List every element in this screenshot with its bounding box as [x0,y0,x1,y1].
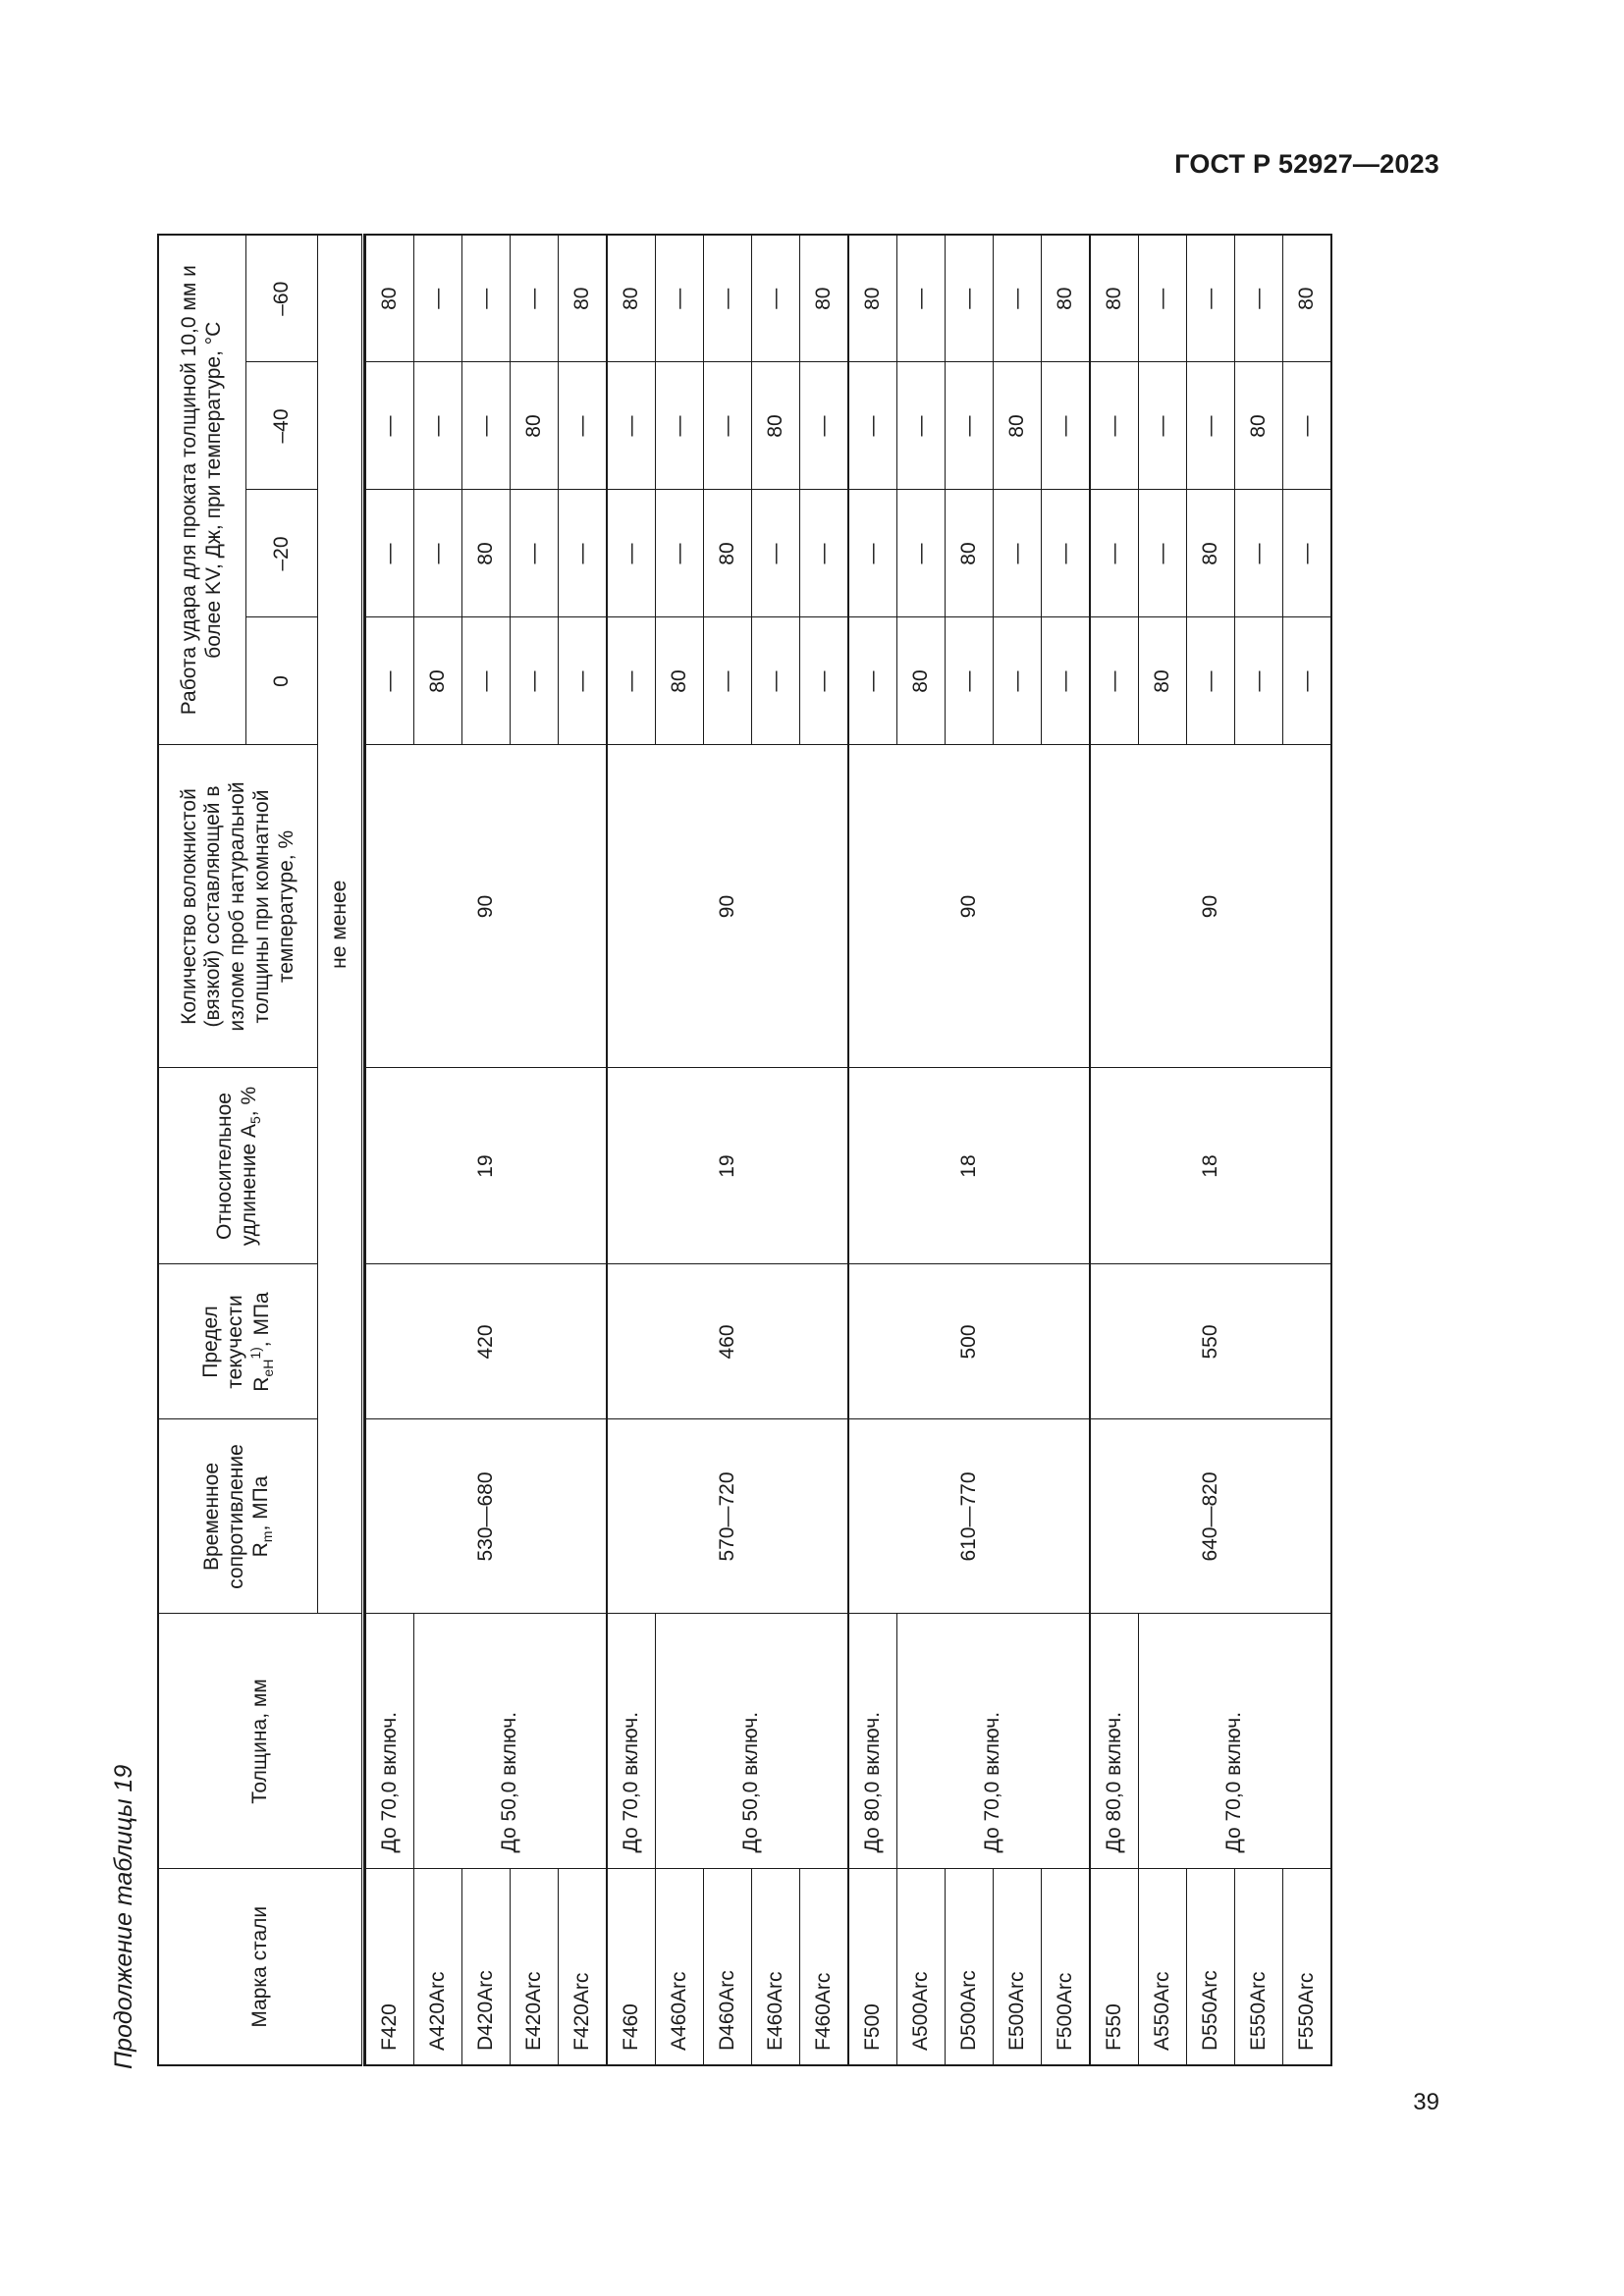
cell-steel-grade: F550Arc [1283,1869,1332,2065]
cell-impact-kv-0: — [365,617,414,745]
cell-impact-kv-0: 80 [414,617,462,745]
cell-elongation: 18 [1090,1068,1331,1264]
cell-impact-kv-2: — [1187,362,1235,490]
cell-impact-kv-1: — [511,490,559,617]
cell-steel-grade: F460Arc [800,1869,849,2065]
unit-note: не менее [318,235,363,1614]
col-header-impact-energy: Работа удара для проката толщиной 10,0 мм и более KV, Дж, при температуре, °С [158,235,246,745]
cell-impact-kv-1: — [656,490,704,617]
cell-steel-grade: D550Arc [1187,1869,1235,2065]
cell-thickness: До 50,0 включ. [656,1614,849,1869]
cell-impact-kv-2: 80 [1235,362,1283,490]
col-header-elongation: Относительное удлинение $A_5$, % [158,1068,318,1264]
cell-impact-kv-0: — [511,617,559,745]
cell-impact-kv-3: 80 [800,235,849,362]
cell-impact-kv-3: 80 [1090,235,1139,362]
cell-impact-kv-3: 80 [607,235,656,362]
cell-impact-kv-2: — [946,362,994,490]
cell-steel-grade: A460Arc [656,1869,704,2065]
cell-impact-kv-0: — [704,617,752,745]
cell-impact-kv-2: — [1042,362,1091,490]
cell-impact-kv-1: 80 [1187,490,1235,617]
cell-impact-kv-0: 80 [897,617,946,745]
cell-impact-kv-3: — [656,235,704,362]
cell-impact-kv-0: — [946,617,994,745]
cell-impact-kv-1: 80 [946,490,994,617]
cell-impact-kv-2: — [897,362,946,490]
cell-impact-kv-0: — [1187,617,1235,745]
cell-yield-strength: 460 [607,1264,848,1419]
cell-impact-kv-0: — [1090,617,1139,745]
cell-tensile-strength: 610—770 [848,1419,1090,1614]
cell-impact-kv-2: — [414,362,462,490]
cell-steel-grade: F550 [1090,1869,1139,2065]
cell-impact-kv-3: — [1187,235,1235,362]
cell-impact-kv-2: — [1139,362,1187,490]
header-row-1 [158,235,246,2065]
cell-steel-grade: A550Arc [1139,1869,1187,2065]
cell-tensile-strength: 530—680 [365,1419,607,1614]
cell-impact-kv-0: — [848,617,897,745]
cell-steel-grade: E460Arc [752,1869,800,2065]
cell-impact-kv-3: 80 [1283,235,1332,362]
cell-impact-kv-1: — [848,490,897,617]
cell-impact-kv-0: — [1235,617,1283,745]
cell-impact-kv-0: 80 [1139,617,1187,745]
cell-yield-strength: 550 [1090,1264,1331,1419]
cell-impact-kv-1: — [897,490,946,617]
cell-impact-kv-1: — [752,490,800,617]
cell-thickness: До 70,0 включ. [365,1614,414,1869]
cell-steel-grade: D500Arc [946,1869,994,2065]
col-header-temp-0: 0 [246,617,318,745]
col-header-yield-strength: Предел текучести $R_{eH}^{1)}$, МПа [158,1264,318,1419]
col-header-temp-minus40: –40 [246,362,318,490]
cell-impact-kv-2: 80 [752,362,800,490]
cell-steel-grade: D460Arc [704,1869,752,2065]
cell-elongation: 19 [607,1068,848,1264]
cell-impact-kv-2: — [365,362,414,490]
table-body [158,235,1331,2065]
cell-steel-grade: F420Arc [559,1869,608,2065]
cell-impact-kv-3: — [414,235,462,362]
cell-steel-grade: D420Arc [462,1869,511,2065]
cell-impact-kv-3: 80 [559,235,608,362]
col-header-temp-minus20: –20 [246,490,318,617]
cell-yield-strength: 500 [848,1264,1090,1419]
cell-impact-kv-0: — [1042,617,1091,745]
cell-impact-kv-1: — [414,490,462,617]
document-id: ГОСТ Р 52927—2023 [1174,149,1439,179]
cell-steel-grade: F500Arc [1042,1869,1091,2065]
cell-impact-kv-1: 80 [704,490,752,617]
cell-impact-kv-1: — [365,490,414,617]
cell-impact-kv-1: — [559,490,608,617]
cell-steel-grade: E500Arc [994,1869,1042,2065]
cell-impact-kv-3: 80 [848,235,897,362]
table-row [365,235,414,2065]
cell-impact-kv-2: — [559,362,608,490]
cell-impact-kv-2: — [607,362,656,490]
cell-impact-kv-3: — [994,235,1042,362]
col-header-fibrous-fraction: Количество волокнистой (вязкой) составляющей в изломе проб натуральной толщины при комнатной температуре, % [158,745,318,1068]
cell-impact-kv-0: 80 [656,617,704,745]
col-header-thickness: Толщина, мм [158,1614,363,1869]
cell-elongation: 19 [365,1068,607,1264]
cell-impact-kv-3: — [752,235,800,362]
cell-steel-grade: A420Arc [414,1869,462,2065]
cell-impact-kv-1: — [800,490,849,617]
cell-thickness: До 50,0 включ. [414,1614,608,1869]
cell-fibrous-fraction: 90 [848,745,1090,1068]
cell-impact-kv-2: — [800,362,849,490]
cell-impact-kv-3: — [946,235,994,362]
col-header-steel-grade: Марка стали [158,1869,363,2065]
cell-steel-grade: E550Arc [1235,1869,1283,2065]
cell-impact-kv-1: 80 [462,490,511,617]
cell-impact-kv-0: — [559,617,608,745]
cell-impact-kv-2: — [704,362,752,490]
cell-impact-kv-0: — [752,617,800,745]
cell-steel-grade: F460 [607,1869,656,2065]
cell-impact-kv-3: — [897,235,946,362]
cell-thickness: До 80,0 включ. [1090,1614,1139,1869]
cell-yield-strength: 420 [365,1264,607,1419]
cell-impact-kv-0: — [994,617,1042,745]
cell-steel-grade: E420Arc [511,1869,559,2065]
table-container [157,236,1318,2066]
table-row [1090,235,1139,2065]
cell-impact-kv-3: — [511,235,559,362]
cell-elongation: 18 [848,1068,1090,1264]
cell-impact-kv-0: — [462,617,511,745]
cell-tensile-strength: 570—720 [607,1419,848,1614]
cell-impact-kv-2: 80 [511,362,559,490]
col-header-tensile-strength: Временное сопротивление $R_m$, МПа [158,1419,318,1614]
cell-impact-kv-1: — [607,490,656,617]
cell-thickness: До 70,0 включ. [607,1614,656,1869]
cell-impact-kv-3: 80 [1042,235,1091,362]
cell-impact-kv-3: — [1235,235,1283,362]
cell-impact-kv-1: — [994,490,1042,617]
cell-thickness: До 80,0 включ. [848,1614,897,1869]
cell-impact-kv-2: — [462,362,511,490]
cell-impact-kv-3: — [1139,235,1187,362]
cell-impact-kv-2: — [1090,362,1139,490]
cell-impact-kv-0: — [1283,617,1332,745]
page-number: 39 [1413,2089,1439,2115]
cell-impact-kv-2: 80 [994,362,1042,490]
cell-impact-kv-0: — [800,617,849,745]
cell-fibrous-fraction: 90 [1090,745,1331,1068]
cell-impact-kv-0: — [607,617,656,745]
cell-impact-kv-3: — [704,235,752,362]
cell-impact-kv-3: 80 [365,235,414,362]
cell-fibrous-fraction: 90 [607,745,848,1068]
mechanical-properties-table [157,234,1332,2066]
table-row [607,235,656,2065]
cell-impact-kv-2: — [1283,362,1332,490]
cell-impact-kv-1: — [1283,490,1332,617]
cell-impact-kv-3: — [462,235,511,362]
col-header-temp-minus60: –60 [246,235,318,362]
cell-impact-kv-1: — [1139,490,1187,617]
cell-tensile-strength: 640—820 [1090,1419,1331,1614]
table-row [848,235,897,2065]
cell-steel-grade: A500Arc [897,1869,946,2065]
cell-impact-kv-1: — [1042,490,1091,617]
cell-impact-kv-1: — [1090,490,1139,617]
cell-impact-kv-1: — [1235,490,1283,617]
cell-thickness: До 70,0 включ. [1139,1614,1332,1869]
cell-impact-kv-2: — [656,362,704,490]
cell-fibrous-fraction: 90 [365,745,607,1068]
cell-thickness: До 70,0 включ. [897,1614,1091,1869]
table-caption: Продолжение таблицы 19 [110,1764,137,2069]
cell-steel-grade: F500 [848,1869,897,2065]
cell-impact-kv-2: — [848,362,897,490]
cell-steel-grade: F420 [365,1869,414,2065]
